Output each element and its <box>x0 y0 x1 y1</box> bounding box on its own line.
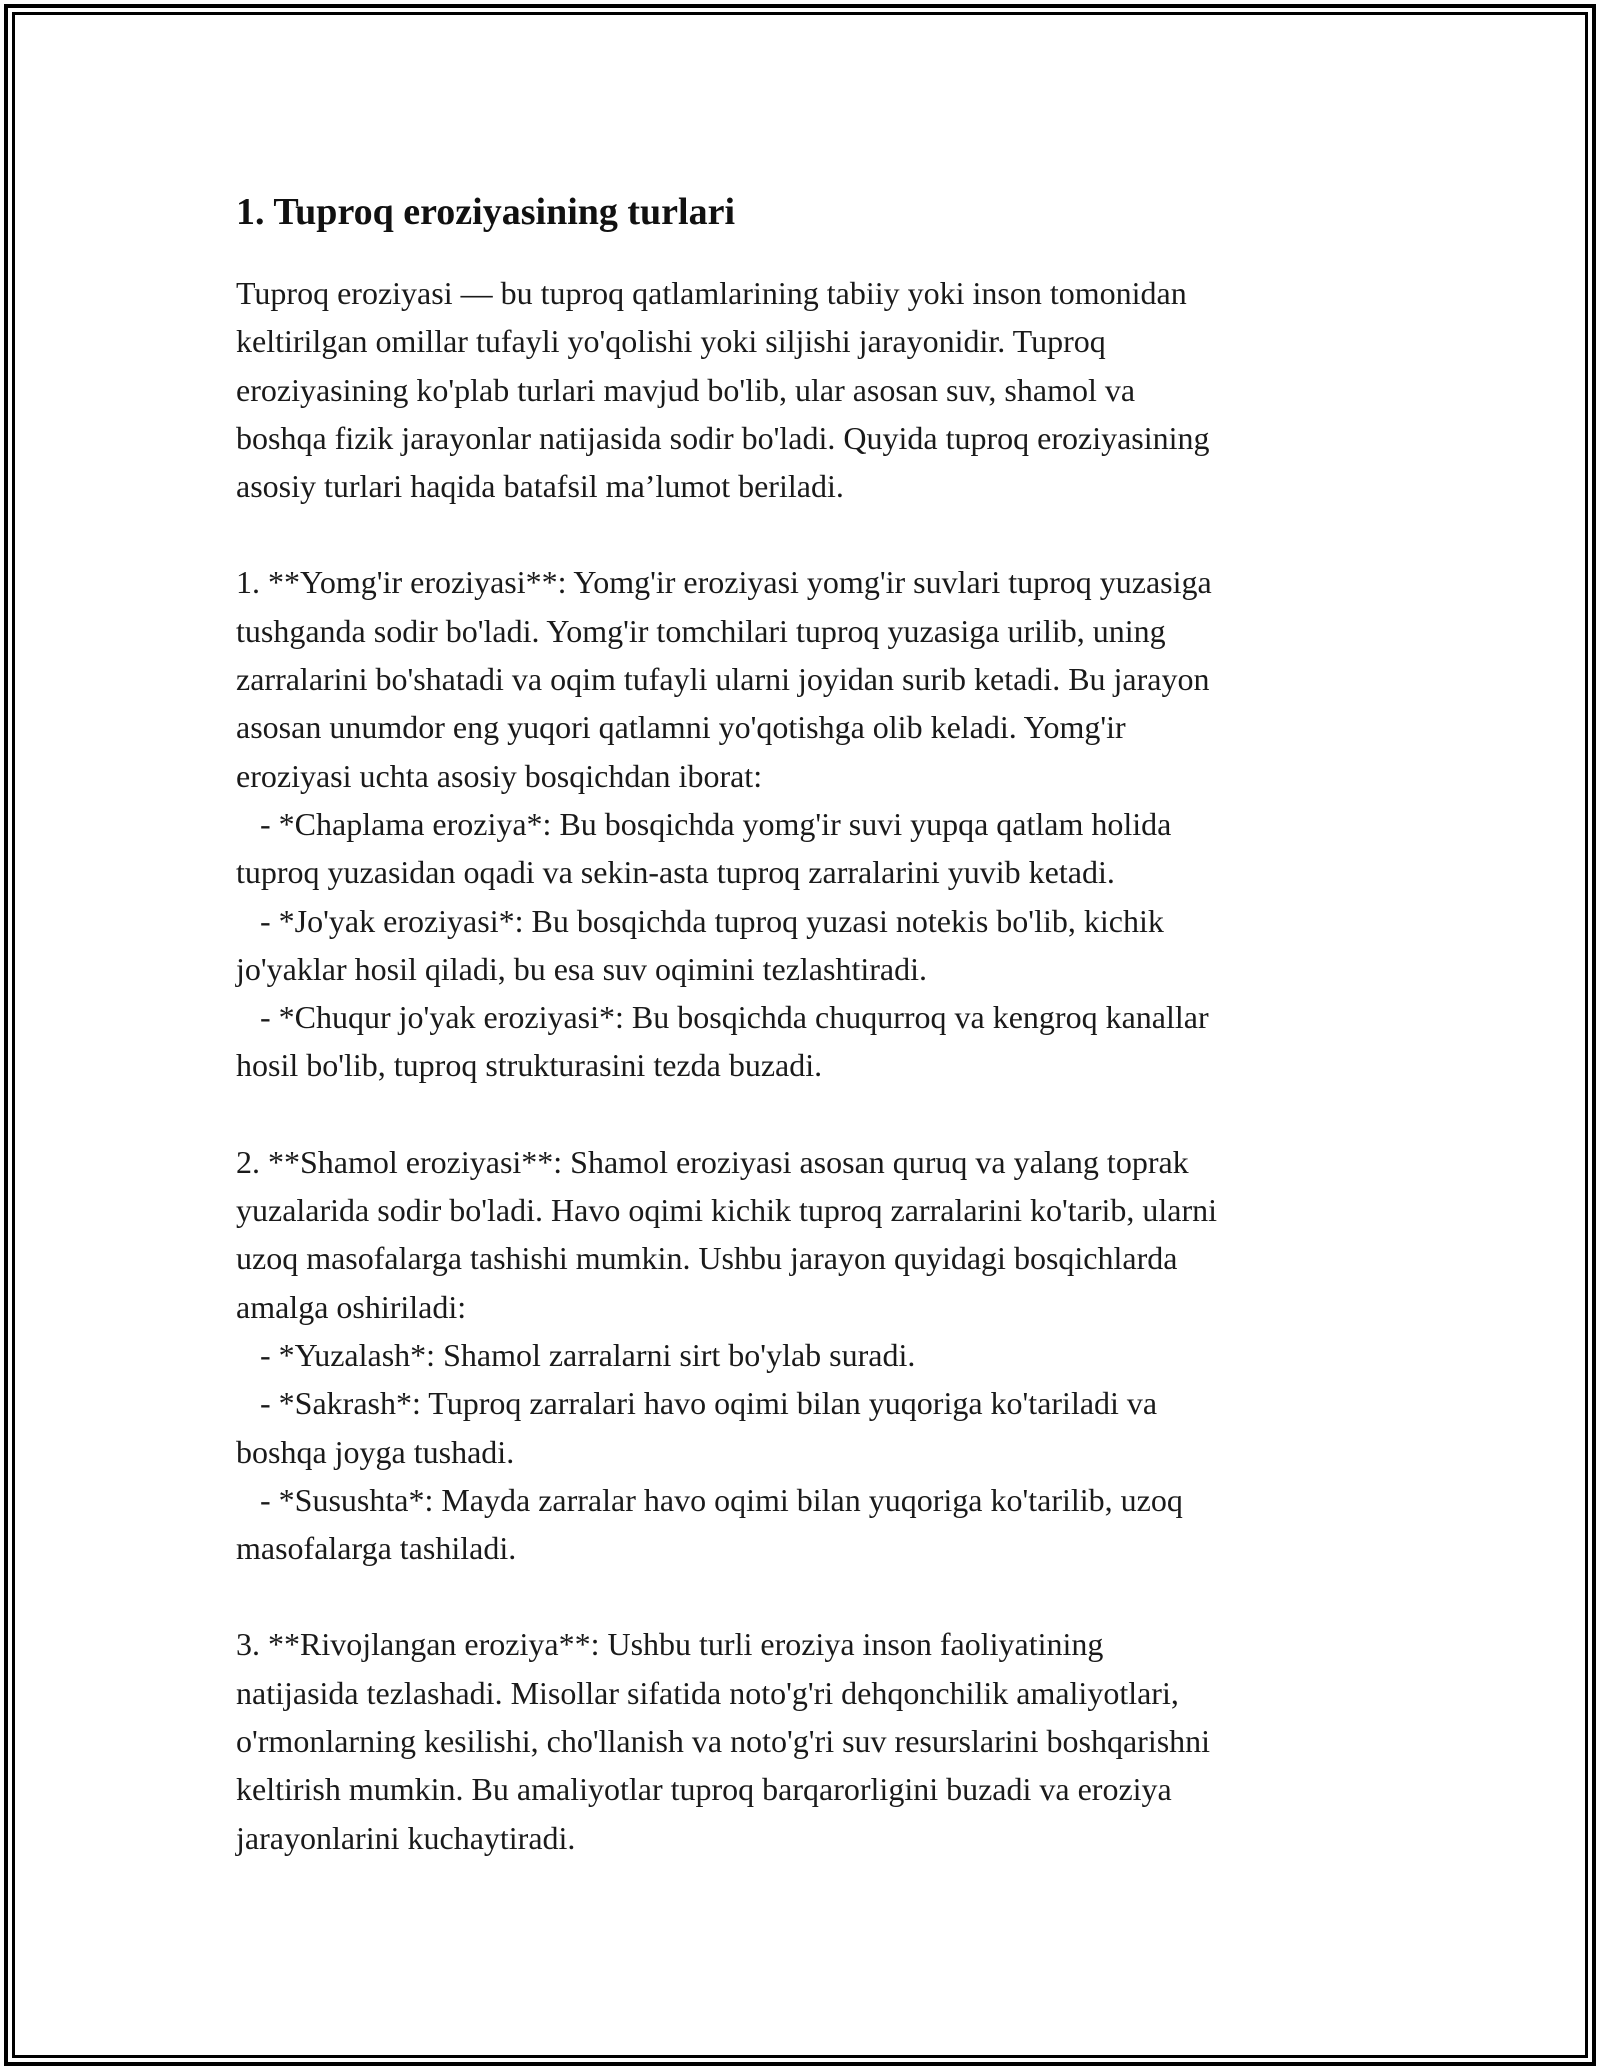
text-line: zarralarini bo'shatadi va oqim tufayli ularni joyidan surib ketadi. Bu jarayon <box>236 661 1210 698</box>
text-line: keltirish mumkin. Bu amaliyotlar tuproq barqarorligini buzadi va eroziya <box>236 1771 1172 1808</box>
text-line: - *Yuzalash*: Shamol zarralarni sirt bo'ylab suradi. <box>236 1336 916 1373</box>
document-title: 1. Tuproq eroziyasining turlari <box>236 191 736 233</box>
text-line: 2. **Shamol eroziyasi**: Shamol eroziyasi asosan quruq va yalang toprak <box>236 1143 1189 1180</box>
text-line: boshqa fizik jarayonlar natijasida sodir bo'ladi. Quyida tuproq eroziyasining <box>236 419 1210 456</box>
text-line: masofalarga tashiladi. <box>236 1530 517 1567</box>
paragraph-wind-erosion <box>236 1138 1376 1573</box>
text-line: jarayonlarini kuchaytiradi. <box>236 1819 576 1856</box>
text-line: 1. **Yomg'ir eroziyasi**: Yomg'ir eroziyasi yomg'ir suvlari tuproq yuzasiga <box>236 564 1212 601</box>
text-line: - *Susushta*: Mayda zarralar havo oqimi bilan yuqoriga ko'tarilib, uzoq <box>236 1481 1183 1518</box>
text-line: natijasida tezlashadi. Misollar sifatida noto'g'ri dehqonchilik amaliyotlari, <box>236 1674 1179 1711</box>
paragraph-advanced-erosion <box>236 1620 1376 1861</box>
text-line: - *Sakrash*: Tuproq zarralari havo oqimi bilan yuqoriga ko'tariladi va <box>236 1385 1158 1422</box>
text-line: boshqa joyga tushadi. <box>236 1433 515 1470</box>
text-line: - *Jo'yak eroziyasi*: Bu bosqichda tuproq yuzasi notekis bo'lib, kichik <box>236 902 1164 939</box>
text-line: yuzalarida sodir bo'ladi. Havo oqimi kichik tuproq zarralarini ko'tarib, ularni <box>236 1192 1218 1229</box>
text-line: Tuproq eroziyasi — bu tuproq qatlamlarining tabiiy yoki inson tomonidan <box>236 275 1187 311</box>
text-line: eroziyasining ko'plab turlari mavjud bo'lib, ular asosan suv, shamol va <box>236 371 1136 408</box>
paragraph-intro <box>236 269 1376 510</box>
text-line: tushganda sodir bo'ladi. Yomg'ir tomchilari tuproq yuzasiga urilib, uning <box>236 612 1166 649</box>
text-line: uzoq masofalarga tashishi mumkin. Ushbu jarayon quyidagi bosqichlarda <box>236 1240 1178 1277</box>
text-line: - *Chaplama eroziya*: Bu bosqichda yomg'ir suvi yupqa qatlam holida <box>236 805 1172 842</box>
text-line: asosan unumdor eng yuqori qatlamni yo'qotishga olib keladi. Yomg'ir <box>236 709 1126 746</box>
text-line: amalga oshiriladi: <box>236 1288 467 1325</box>
text-line: - *Chuqur jo'yak eroziyasi*: Bu bosqichda chuqurroq va kengroq kanallar <box>236 999 1209 1036</box>
text-line: tuproq yuzasidan oqadi va sekin-asta tuproq zarralarini yuvib ketadi. <box>236 854 1115 891</box>
document-body <box>236 185 1376 1910</box>
text-line: keltirilgan omillar tufayli yo'qolishi yoki siljishi jarayonidir. Tuproq <box>236 323 1106 360</box>
text-line: 3. **Rivojlangan eroziya**: Ushbu turli eroziya inson faoliyatining <box>236 1626 1104 1663</box>
text-line: o'rmonlarning kesilishi, cho'llanish va noto'g'ri suv resurslarini boshqarishni <box>236 1723 1211 1760</box>
text-line: hosil bo'lib, tuproq strukturasini tezda buzadi. <box>236 1047 823 1084</box>
text-line: jo'yaklar hosil qiladi, bu esa suv oqimini tezlashtiradi. <box>236 950 927 987</box>
text-line: eroziyasi uchta asosiy bosqichdan iborat: <box>236 757 763 794</box>
text-line: asosiy turlari haqida batafsil ma’lumot beriladi. <box>236 468 844 505</box>
paragraph-rain-erosion <box>236 558 1376 1089</box>
